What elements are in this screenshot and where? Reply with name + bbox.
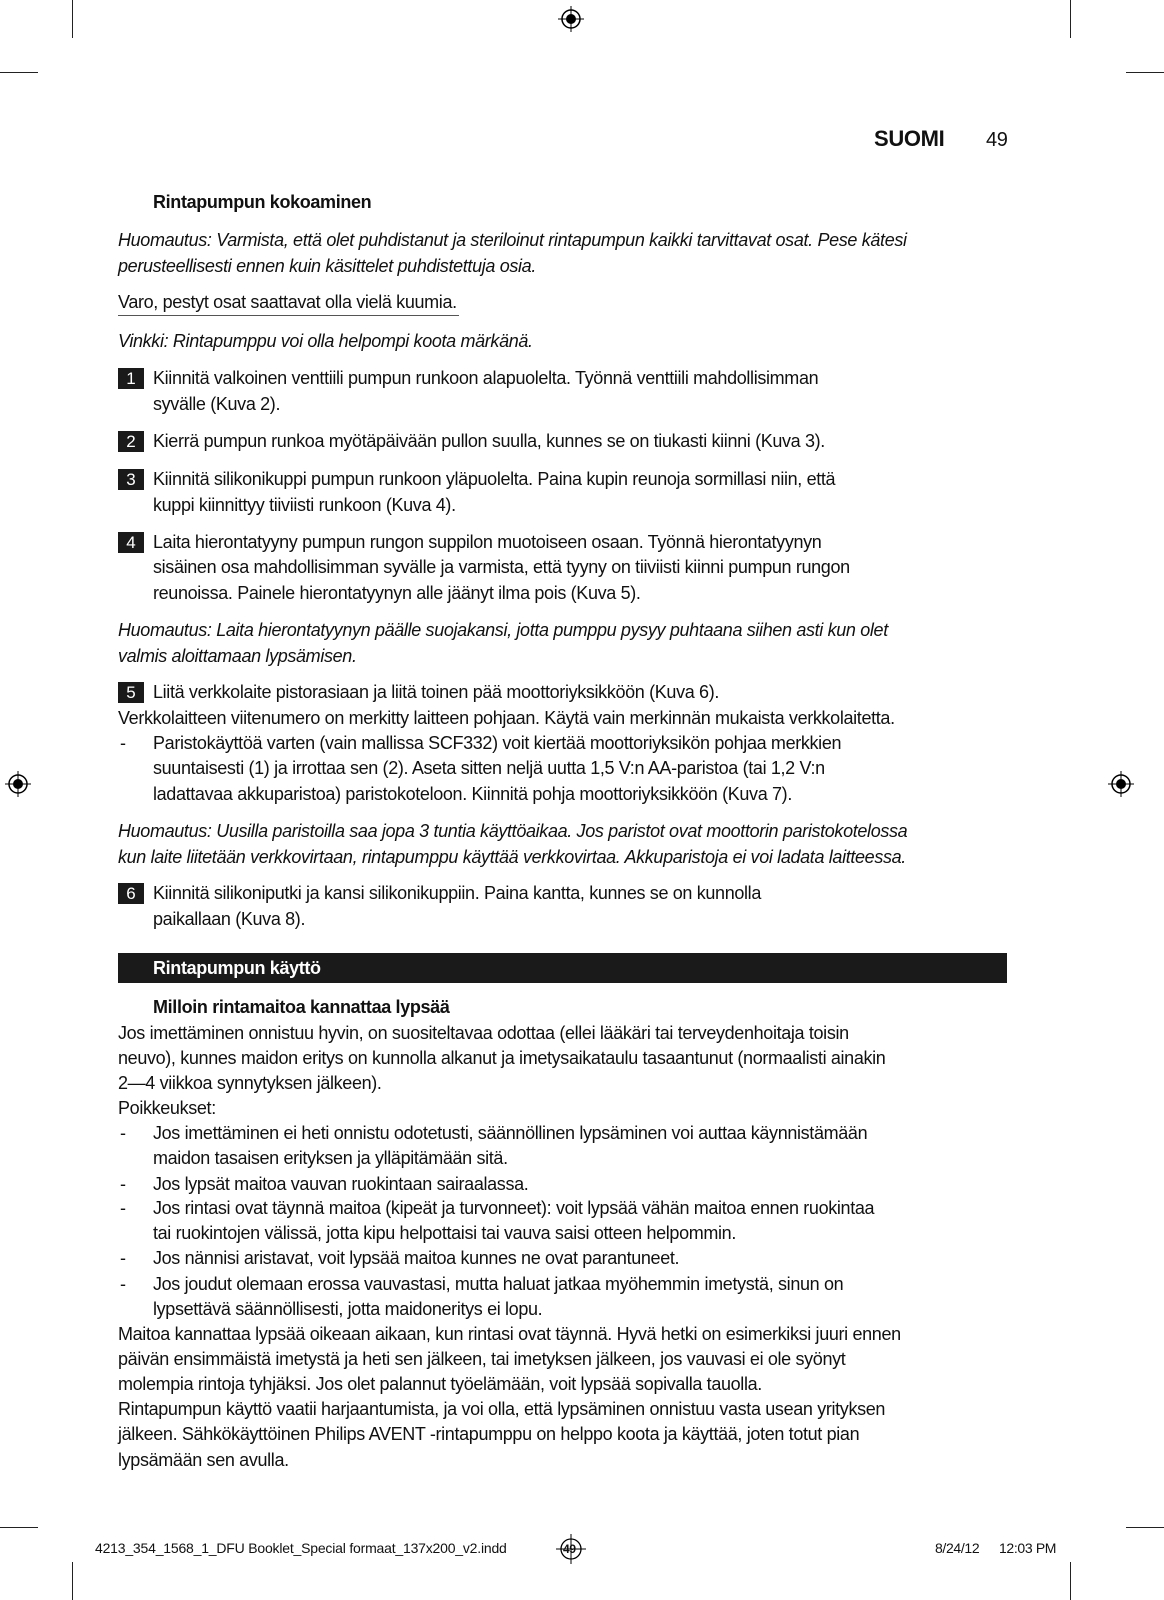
bullet-text: Jos joudut olemaan erossa vauvastasi, mutta haluat jatkaa myöhemmin imetystä, sinun on	[153, 1274, 844, 1294]
step-text: kuppi kiinnittyy tiiviisti runkoon (Kuva 4).	[153, 495, 456, 515]
crop-mark	[1070, 1562, 1071, 1600]
page-number: 49	[986, 129, 1008, 151]
step-text: syvälle (Kuva 2).	[153, 394, 281, 414]
bullet-text: Jos imettäminen ei heti onnistu odotetusti, säännöllinen lypsäminen voi auttaa käynnistämään	[153, 1123, 868, 1143]
section-title-bar	[118, 953, 1007, 983]
bullet-text: tai ruokintojen välissä, jotta kipu helpottaisi tai vauva saisi otteen helpommin.	[153, 1223, 736, 1243]
crop-mark	[72, 0, 73, 38]
exceptions-label: Poikkeukset:	[118, 1098, 216, 1118]
step-text: Laita hierontatyyny pumpun rungon suppilon muotoiseen osaan. Työnnä hierontatyynyn	[153, 532, 822, 552]
bullet-dash: -	[120, 1198, 126, 1218]
step-text: Liitä verkkolaite pistorasiaan ja liitä toinen pää moottoriyksikköön (Kuva 6).	[153, 682, 719, 702]
crop-mark	[1126, 1527, 1164, 1528]
bullet-dash: -	[120, 1248, 126, 1268]
body-text: neuvo), kunnes maidon eritys on kunnolla alkanut ja imetysaikataulu tasaantunut (normaalisti ainakin	[118, 1048, 886, 1068]
crop-mark	[0, 72, 38, 73]
step-text: Kiinnitä silikoniputki ja kansi silikonikuppiin. Paina kantta, kunnes se on kunnolla	[153, 883, 761, 903]
body-text: 2—4 viikkoa synnytyksen jälkeen).	[118, 1073, 382, 1093]
bullet-dash: -	[120, 733, 126, 753]
body-text: Verkkolaitteen viitenumero on merkitty laitteen pohjaan. Käytä vain merkinnän mukaista verkkolaitetta.	[118, 708, 895, 728]
bullet-text: lypsettävä säännöllisesti, jotta maidoneritys ei lopu.	[153, 1299, 543, 1319]
note-line: perusteellisesti ennen kuin käsittelet puhdistettuja osia.	[118, 256, 536, 276]
note-line: valmis aloittamaan lypsämisen.	[118, 646, 357, 666]
bullet-text: Jos lypsät maitoa vauvan ruokintaan sairaalassa.	[153, 1174, 529, 1194]
crop-mark	[1070, 0, 1071, 38]
registration-mark-icon	[558, 6, 584, 32]
caution-text: Varo, pestyt osat saattavat olla vielä kuumia.	[118, 290, 459, 316]
footer-page-number: 49	[563, 1542, 576, 1556]
step-number: 5	[118, 682, 144, 703]
bullet-dash: -	[120, 1174, 126, 1194]
footer-time: 12:03 PM	[999, 1540, 1057, 1556]
footer-page-mark	[556, 1534, 586, 1564]
bullet-text: Jos rintasi ovat täynnä maitoa (kipeät ja turvonneet): voit lypsää vähän maitoa ennen ruokintaa	[153, 1198, 875, 1218]
body-text: lypsämään sen avulla.	[118, 1450, 289, 1470]
step-number: 1	[118, 368, 144, 389]
registration-mark-icon	[1108, 771, 1134, 797]
bullet-text: Paristokäyttöä varten (vain mallissa SCF332) voit kiertää moottoriyksikön pohjaa merkkien	[153, 733, 842, 753]
tip-text: Vinkki: Rintapumppu voi olla helpompi koota märkänä.	[118, 331, 533, 351]
step-text: sisäinen osa mahdollisimman syvälle ja varmista, että tyyny on tiiviisti kiinni pumpun rungon	[153, 557, 850, 577]
body-text: molempia rintoja tyhjäksi. Jos olet palannut työelämään, voit lypsää sopivalla tauolla.	[118, 1374, 762, 1394]
crop-mark	[1126, 72, 1164, 73]
crop-mark	[0, 1527, 38, 1528]
step-text: paikallaan (Kuva 8).	[153, 909, 306, 929]
footer-filename: 4213_354_1568_1_DFU Booklet_Special formaat_137x200_v2.indd	[95, 1540, 507, 1556]
body-text: jälkeen. Sähkökäyttöinen Philips AVENT -rintapumppu on helppo koota ja käyttää, joten totut pian	[118, 1424, 860, 1444]
note-line: kun laite liitetään verkkovirtaan, rintapumppu käyttää verkkovirtaa. Akkuparistoja ei voi ladata laitteessa.	[118, 847, 906, 867]
bullet-text: Jos nännisi aristavat, voit lypsää maitoa kunnes ne ovat parantuneet.	[153, 1248, 680, 1268]
step-text: reunoissa. Painele hierontatyynyn alle jäänyt ilma pois (Kuva 5).	[153, 583, 641, 603]
step-number: 4	[118, 532, 144, 553]
note-line: Huomautus: Varmista, että olet puhdistanut ja steriloinut rintapumpun kaikki tarvittavat osat. Pese kätesi	[118, 230, 907, 250]
step-text: Kierrä pumpun runkoa myötäpäivään pullon suulla, kunnes se on tiukasti kiinni (Kuva 3).	[153, 431, 825, 451]
body-text: Rintapumpun käyttö vaatii harjaantumista, ja voi olla, että lypsäminen onnistuu vasta usean yrityksen	[118, 1399, 886, 1419]
bullet-dash: -	[120, 1274, 126, 1294]
step-text: Kiinnitä valkoinen venttiili pumpun runkoon alapuolelta. Työnnä venttiili mahdollisimman	[153, 368, 819, 388]
step-number: 6	[118, 883, 144, 904]
body-text: Jos imettäminen onnistuu hyvin, on suositeltavaa odottaa (ellei lääkäri tai terveydenhoitaja toisin	[118, 1023, 849, 1043]
step-number: 2	[118, 431, 144, 452]
body-text: Maitoa kannattaa lypsää oikeaan aikaan, kun rintasi ovat täynnä. Hyvä hetki on esimerkiksi juuri ennen	[118, 1324, 901, 1344]
subheading: Milloin rintamaitoa kannattaa lypsää	[153, 997, 450, 1017]
section-title: Rintapumpun käyttö	[153, 958, 321, 978]
step-number: 3	[118, 469, 144, 490]
bullet-text: suuntaisesti (1) ja irrottaa sen (2). Aseta sitten neljä uutta 1,5 V:n AA-paristoa (tai 1,2 V:n	[153, 758, 825, 778]
body-text: päivän ensimmäistä imetystä ja heti sen jälkeen, tai imetyksen jälkeen, jos vauvasi ei ole syönyt	[118, 1349, 846, 1369]
footer-date: 8/24/12	[935, 1540, 980, 1556]
note-line: Huomautus: Laita hierontatyynyn päälle suojakansi, jotta pumppu pysyy puhtaana siihen asti kun olet	[118, 620, 888, 640]
language-label: SUOMI	[874, 126, 945, 151]
section-heading: Rintapumpun kokoaminen	[153, 192, 372, 212]
note-line: Huomautus: Uusilla paristoilla saa jopa 3 tuntia käyttöaikaa. Jos paristot ovat moottorin paristokotelossa	[118, 821, 908, 841]
bullet-text: maidon tasaisen erityksen ja ylläpitämään sitä.	[153, 1148, 508, 1168]
bullet-text: ladattavaa akkuparistoa) paristokoteloon. Kiinnitä pohja moottoriyksikköön (Kuva 7).	[153, 784, 792, 804]
bullet-dash: -	[120, 1123, 126, 1143]
registration-mark-icon	[5, 771, 31, 797]
step-text: Kiinnitä silikonikuppi pumpun runkoon yläpuolelta. Paina kupin reunoja sormillasi niin, että	[153, 469, 836, 489]
crop-mark	[72, 1562, 73, 1600]
